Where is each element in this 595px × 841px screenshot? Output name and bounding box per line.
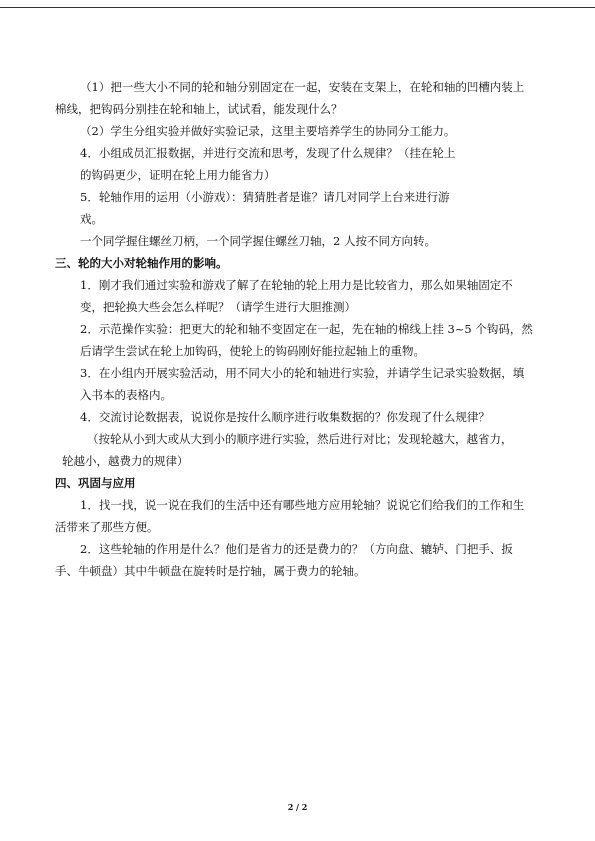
text-line: 4．小组成员汇报数据，并进行交流和思考，发现了什么规律？（挂在轮上 xyxy=(80,146,456,160)
text-line: 1．找一找，说一说在我们的生活中还有哪些地方应用轮轴？说说它们给我们的工作和生 xyxy=(80,498,525,512)
text-line: 的钩码更少，证明在轮上用力能省力） xyxy=(80,168,276,182)
text-line: 2．示范操作实验：把更大的轮和轴不变固定在一起，先在轴的棉线上挂 3~5 个钩码，然 xyxy=(80,322,533,336)
text-line: 入书本的表格内。 xyxy=(80,388,172,402)
text-line: 戏。 xyxy=(80,212,103,226)
text-line: 后请学生尝试在轮上加钩码，使轮上的钩码刚好能拉起轴上的重物。 xyxy=(80,344,425,358)
text-line: 一个同学握住螺丝刀柄，一个同学握住螺丝刀轴，2 人按不同方向转。 xyxy=(80,234,436,248)
text-line: 1．刚才我们通过实验和游戏了解了在轮轴的轮上用力是比较省力，那么如果轴固定不 xyxy=(80,278,513,292)
text-line: 5．轮轴作用的运用（小游戏）：猜猜胜者是谁？请几对同学上台来进行游 xyxy=(80,190,450,204)
text-line: 轮越小，越费力的规律） xyxy=(62,454,189,468)
text-line: 手、牛顿盘）其中牛顿盘在旋转时是拧轴，属于费力的轮轴。 xyxy=(55,564,366,578)
text-line: （2）学生分组实验并做好实验记录，这里主要培养学生的协同分工能力。 xyxy=(80,124,456,138)
text-line: 3．在小组内开展实验活动，用不同大小的轮和轴进行实验，并请学生记录实验数据，填 xyxy=(80,366,525,380)
text-line: 活带来了那些方便。 xyxy=(55,520,159,534)
text-line: 棉线，把钩码分别挂在轮和轴上，试试看，能发现什么？ xyxy=(55,102,343,116)
section-heading: 三、轮的大小对轮轴作用的影响。 xyxy=(55,256,228,270)
text-line: 4．交流讨论数据表，说说你是按什么顺序进行收集数据的？你发现了什么规律？ xyxy=(80,410,490,424)
text-line: 2．这些轮轴的作用是什么？他们是省力的还是费力的？（方向盘、辘轳、门把手、扳 xyxy=(80,542,513,556)
page-number: 2 / 2 xyxy=(287,802,308,812)
header-rule xyxy=(0,7,595,8)
text-line: （按轮从小到大或从大到小的顺序进行实验，然后进行对比；发现轮越大，越省力， xyxy=(87,432,513,446)
text-line: （1）把一些大小不同的轮和轴分别固定在一起，安装在支架上，在轮和轴的凹槽内装上 xyxy=(80,80,525,94)
section-heading: 四、巩固与应用 xyxy=(55,476,136,490)
text-line: 变，把轮换大些会怎么样呢？（请学生进行大胆推测） xyxy=(80,300,356,314)
